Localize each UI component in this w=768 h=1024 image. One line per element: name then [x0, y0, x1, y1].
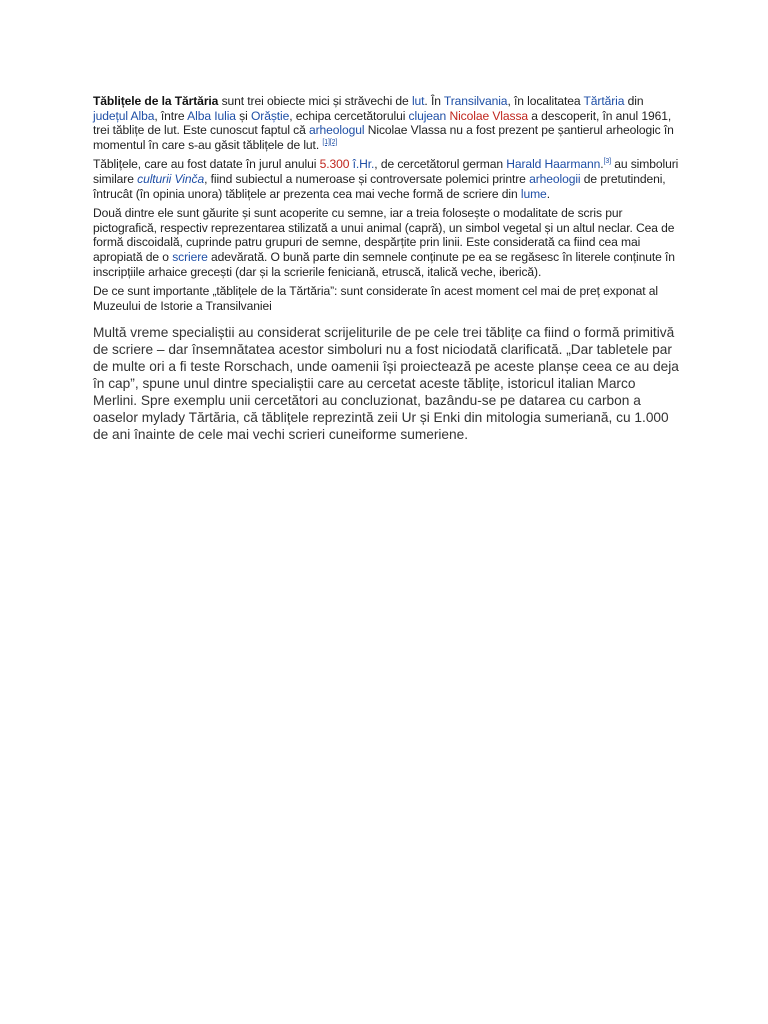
footnote-ref-3[interactable]: [3]	[603, 158, 611, 166]
paragraph-dating: Tăblițele, care au fost datate în jurul anului 5.300 î.Hr., de cercetătorul german Harald Haarmann.[3] au simboluri similare culturii Vinča, fiind subiectul a numeroase și controversate polemici printre arheologii de pretutindeni, întrucât (în opinia unora) tăblițele ar prezenta cea mai veche formă de scriere din lume.	[93, 157, 679, 201]
article-body	[93, 94, 679, 443]
link-culturii-vinca[interactable]: culturii Vinča	[137, 171, 205, 186]
link-lut[interactable]: lut	[411, 94, 425, 108]
paragraph-importance: De ce sunt importante „tăblițele de la Tărtăria”: sunt considerate în acest moment cel mai de preț exponat al Muzeului de Istorie a Transilvaniei	[93, 284, 658, 313]
footnote-ref-1-2[interactable]: [1][2]	[322, 138, 338, 146]
link-year-5300[interactable]: 5.300	[319, 157, 350, 172]
article-title: Tăblițele de la Tărtăria	[93, 94, 219, 108]
link-clujean[interactable]: clujean	[408, 108, 447, 123]
paragraph-interpretation: Multă vreme specialiștii au considerat scrijeliturile de pe cele trei tăblițe ca fiind o formă primitivă de scriere – dar însemnătatea acestor simboluri nu a fost niciodată clarificată. „Dar tabletele par de multe ori a fi teste Rorschach, unde oamenii își proiectează pe aceste planșe ceea ce au deja în cap”, spune unul dintre specialiștii care au cercetat aceste tăblițe, istoricul italian Marco Merlini. Spre exemplu unii cercetători au concluzionat, bazându-se pe datarea cu carbon a oaselor mylady Tărtăria, că tăblițele reprezintă zeii Ur și Enki din mitologia sumeriană, cu 1.000 de ani înainte de cele mai vechi scrieri cuneiforme sumeriene.	[93, 325, 679, 443]
link-ihr[interactable]: î.Hr.	[352, 157, 375, 172]
link-alba-iulia[interactable]: Alba Iulia	[187, 108, 236, 123]
paragraph-intro: Tăblițele de la Tărtăria sunt trei obiecte mici și străvechi de lut. În Transilvania, în localitatea Tărtăria din județul Alba, între Alba Iulia și Orăștie, echipa cercetătorului clujean Nicolae Vlassa a descoperit, în anul 1961, trei tăblițe de lut. Este cunoscut faptul că arheologul Nicolae Vlassa nu a fost prezent pe șantierul arheologic în momentul în care s-au găsit tăblițele de lut. [1][2]	[93, 94, 674, 152]
link-arheologii[interactable]: arheologii	[529, 171, 581, 186]
link-scriere[interactable]: scriere	[172, 249, 208, 264]
link-nicolae-vlassa[interactable]: Nicolae Vlassa	[449, 108, 529, 123]
link-orastie[interactable]: Orăștie	[250, 108, 290, 123]
link-harald-haarmann[interactable]: Harald Haarmann	[506, 157, 601, 172]
link-transilvania[interactable]: Transilvania	[443, 94, 508, 108]
link-arheologul[interactable]: arheologul	[309, 123, 365, 138]
link-tartaria[interactable]: Tărtăria	[583, 94, 625, 108]
paragraph-description: Două dintre ele sunt găurite și sunt acoperite cu semne, iar a treia folosește o modalitate de scris pur pictografică, respectiv reprezentarea stilizată a unui animal (capră), un simbol vegetal și un altul neclar. Cea de formă discoidală, cuprinde patru grupuri de semne, despărțite prin linii. Este considerată ca fiind cea mai apropiată de o scriere adevărată. O bună parte din semnele conținute pe ea se regăsesc în literele conținute în inscripțiile arhaice grecești (dar și la scrierile feniciană, etruscă, italică veche, iberică).	[93, 206, 675, 279]
link-lume[interactable]: lume	[520, 186, 547, 201]
link-judetul-alba[interactable]: județul Alba	[93, 108, 155, 123]
